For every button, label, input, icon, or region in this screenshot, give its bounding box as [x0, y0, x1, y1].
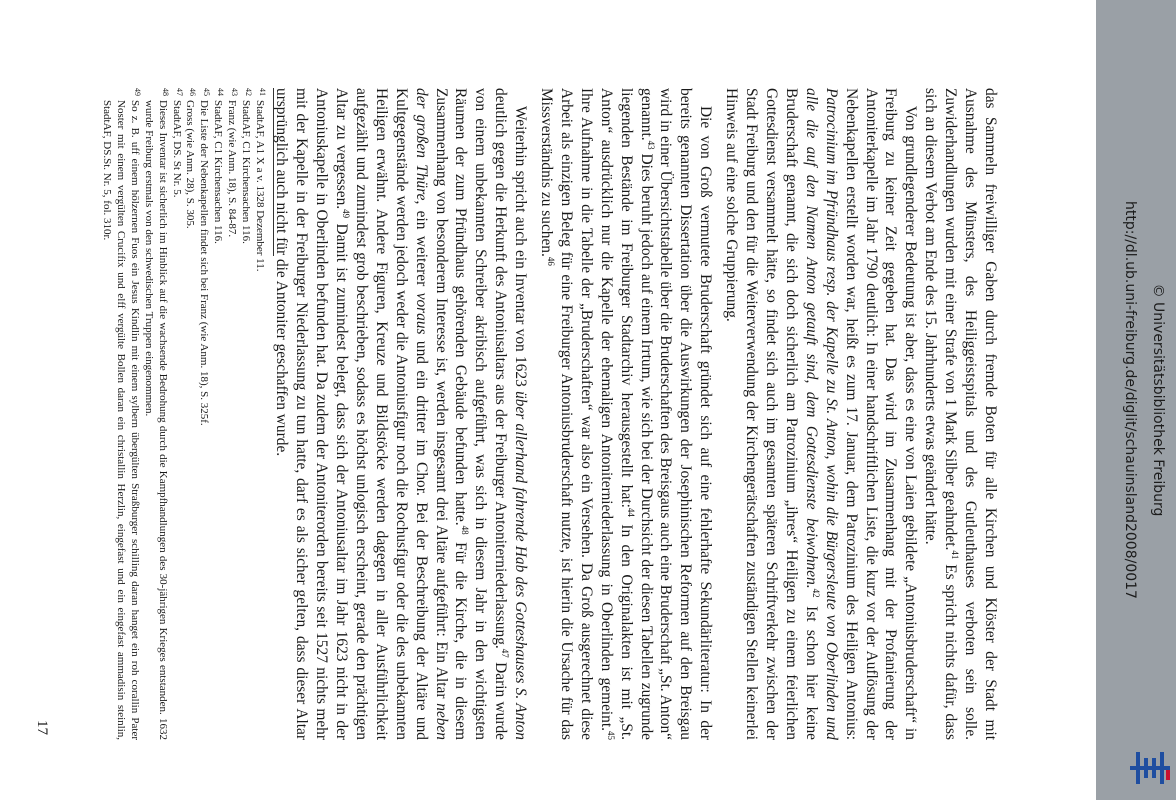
footnote-ref-44[interactable]: 44 — [625, 507, 636, 517]
footnote-ref-48[interactable]: 48 — [460, 525, 471, 535]
footnote-42: 42 StadtAF, C1 Kirchensachen 116. — [240, 88, 254, 244]
footnote-44: 44 StadtAF, C1 Kirchensachen 116. — [212, 88, 226, 244]
footnote-ref-41[interactable]: 41 — [950, 550, 961, 560]
footnote-ref-45[interactable]: 45 — [605, 731, 616, 740]
footnote-41: 41 StadtAF, A1 X a v. 1328 Dezember 11. — [254, 88, 267, 272]
paragraph-3: Die von Groß vermutete Bruderschaft gründet sich auf eine fehlerhafte Sekundärliteratur: In der bereits genannten Dissertation über die Auswirkungen der Josephinischen Reformen auf den Breisgau wird in einer Übersichtstabelle über die Bruderschaften des Breisgaus auch eine Bruderschaft „St. Anton“ genannt.$^{43}$ Dies beruht jedoch auf einem Irrtum, wie sich bei der Durchsicht der diesen Tabellen zugrunde liegenden Bestände im Freiburger Stadtarchiv herausgestellt hat:$^{44}$ In den Originalakten ist mit „St. Anton“ ausdrücklich nur die Kapelle der ehemaligen Antoniterniederlassung in Oberlinden gemeint.$^{45}$ Ihre Aufnahme in die Tabelle der „Bruderschaften“ war also ein Versehen. Da Groß ausgerechnet diese Arbeit als einzigen Beleg für eine Freiburger Antoniusbruderschaft nutzte, ist hierin die Ursache für das Missverständnis zu suchen.$^{46}$ — [538, 88, 715, 740]
source-url[interactable]: http://dl.ub.uni-freiburg.de/diglit/schauinsland2008/0017 — [1122, 201, 1138, 599]
logo-red-bar — [1166, 770, 1170, 780]
footnote-ref-47[interactable]: 47 — [500, 648, 511, 658]
footnote-ref-49[interactable]: 49 — [341, 209, 352, 219]
library-logo-icon — [1126, 744, 1174, 792]
footnote-47: 47 StadtAF, DS. St Nr. 5. — [170, 88, 184, 198]
footnote-ref-42[interactable]: 42 — [810, 588, 821, 598]
footnote-45: 45 Die Liste der Nebenkapellen findet sich bei Franz (wie Anm. 18), S. 325f. — [198, 88, 212, 426]
logo-blue-bar-3 — [1144, 758, 1148, 778]
footnote-49: 49 So z. B. uff einem hölzernen Fuos ein Jesus Kindlin mit einem sylbern übergülten Straßburger schilling daran hanget ein roh corallin Pater Noster mit einem vergülten Crucifix und elff vergülte Bollen daran ein christallin Herzlin, eingefast und ein eingefast ammadisin steinlin, StadtAF, DS.St. Nr. 5, fol. 310r. — [101, 88, 142, 740]
footnote-48: 48 Dieses Inventar ist sicherlich im Hinblick auf die wachsende Bedrohung durch die Kampfhandlungen des 30-jährigen Krieges entstanden. 1632 wurde Freiburg erstmals von den schwedischen Truppen eingenommen. — [142, 88, 170, 740]
footnotes — [99, 88, 266, 740]
copyright-notice: © Universitätsbibliothek Freiburg — [1150, 283, 1166, 517]
logo-blue-bar-4 — [1152, 758, 1156, 778]
paragraph-4: Weiterhin spricht auch ein Inventar von 1623 über allerhand fahrende Hab des Gotteshauses S. Anton deutlich gegen die Herkunft des Antoniusaltars aus der Freiburger Antoniterniederlassung.$^{47}$ Darin wurde von einem unbekannten Schreiber akribisch aufgeführt, was sich in diesem Jahr in den wichtigsten Räumen der zum Pfründhaus gehörenden Gebäude befunden hatte.$^{48}$ Für die Kirche, die in diesem Zusammenhang von besonderem Interesse ist, werden insgesamt drei Altäre aufgeführt: Ein Altar neben der großen Thüre, ein weiterer voraus und ein dritter im Chor. Bei der Beschreibung der Altäre und Kultgegenstände werden jedoch weder die Antoniusfigur noch die Rochusfigur oder die des unbekannten Heiligen erwähnt. Andere Figuren, Kreuze und Bildstöcke werden dagegen in aller Ausführlichkeit aufgezählt und zumindest grob beschrieben, sodass es höchst unlogisch erscheint, gerade den prächtigen Altar zu vergessen.$^{49}$ Damit ist zumindest belegt, dass sich der Antoniusaltar im Jahr 1623 nicht in der Antoniuskapelle in Oberlinden befunden hat. Da zudem der Antoniterorden bereits seit 1527 nichts mehr mit der Kapelle in der Freiburger Niederlassung zu tun hatte, darf es als sicher gelten, dass dieser Altar ursprünglich auch nicht für die Antoniter geschaffen wurde. — [273, 88, 530, 741]
footnote-divider — [273, 88, 274, 256]
logo-blue-bar-2 — [1136, 752, 1140, 784]
page-number: 17 — [34, 720, 50, 735]
footnote-43: 43 Franz (wie Anm. 18), S. 84-87. — [226, 88, 240, 238]
logo-blue-bar-5 — [1160, 752, 1164, 784]
footnote-46: 46 Gross (wie Anm. 28), S. 305. — [184, 88, 198, 229]
paragraph-1: das Sammeln freiwilliger Gaben durch fremde Boten für alle Kirchen und Klöster der Stadt mit Ausnahme des Münsters, des Heiliggeistspitals und des Gutleuthauses verboten sein solle. Zuwiderhandlungen wurden mit einer Strafe von 1 Mark Silber geahndet.$^{41}$ Es spricht nichts dafür, dass sich an diesem Verbot am Ende des 15. Jahrhunderts etwas geändert hätte. — [922, 88, 999, 740]
footnote-ref-46[interactable]: 46 — [546, 256, 557, 266]
body-text — [271, 88, 1000, 740]
footnote-ref-43[interactable]: 43 — [645, 140, 656, 150]
paragraph-2: Von grundlegenderer Bedeutung ist aber, dass es eine von Laien gebildete „Antoniusbruderschaft“ in Freiburg zu keiner Zeit gegeben hat. Das wird im Zusammenhang mit der Profanierung der Antoniterkapelle im Jahr 1790 deutlich: In einer handschriftlichen Liste, die kurz vor der Auflösung der Nebenkapellen erstellt worden war, heißt es zum 17. Januar, dem Patrozinium des Heiligen Antonius: Patrocinium im Pfründhaus resp. der Kapelle zu St. Anton, wohin die Bürgersleute von Oberlinden und alle die auf den Namen Anton getauft sind, dem Gottesdienste beiwohnen.$^{42}$ Ist schon hier keine Bruderschaft genannt, die sich doch sicherlich am Patrozinium „ihres“ Heiligen zu einem feierlichen Gottesdienst versammelt hätte, so findet sich auch im gesamten späteren Schriftverkehr zwischen der Stadt Freiburg und den für die Weiterverwendung der Kirchengerätschaften zuständigen Stellen keinerlei Hinweis auf eine solche Gruppierung. — [723, 88, 920, 741]
